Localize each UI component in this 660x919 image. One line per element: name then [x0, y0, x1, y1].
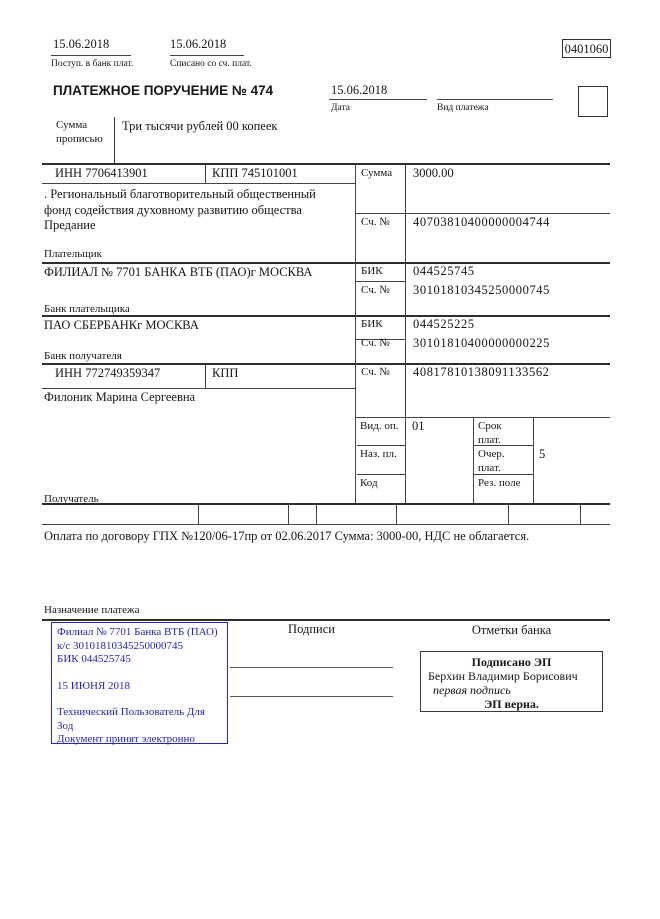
payer-bank-bik-label: БИК [361, 265, 383, 277]
payer-name: . Региональный благотворительный общественный фонд содействия духовному развитию общества Предание [44, 187, 316, 233]
reserve-label: Рез. поле [478, 477, 521, 489]
signature-line [230, 696, 393, 697]
payer-section-label: Плательщик [44, 248, 102, 260]
sum-label: Сумма [361, 167, 393, 179]
blue-stamp-line: Документ принят электронно [57, 733, 195, 745]
received-label: Поступ. в банк плат. [51, 59, 134, 69]
due-label: Срок плат. [478, 420, 502, 446]
blue-stamp-line: Технический Пользователь Для Зод [57, 706, 205, 732]
payee-bank-account-label: Сч. № [361, 337, 390, 349]
doc-date: 15.06.2018 [331, 83, 388, 97]
purpose-code-label: Наз. пл. [360, 448, 397, 460]
payer-bank-name: ФИЛИАЛ № 7701 БАНКА ВТБ (ПАО)г МОСКВА [44, 265, 313, 279]
table-line [42, 524, 610, 525]
table-line [205, 163, 206, 183]
rule-date [329, 99, 427, 100]
payee-bank-name: ПАО СБЕРБАНКг МОСКВА [44, 318, 199, 332]
form-code: 0401060 [564, 42, 609, 56]
table-line [508, 503, 509, 524]
payment-type-label: Вид платежа [437, 103, 489, 113]
stamp-signed-label: Подписано ЭП [471, 655, 552, 669]
purpose-text: Оплата по договору ГПХ №120/06-17пр от 02.06.2017 Сумма: 3000-00, НДС не облагается. [44, 529, 530, 543]
payee-kpp: КПП [212, 366, 239, 380]
table-line [396, 503, 397, 524]
priority-label: Очер. плат. [478, 448, 505, 474]
payee-bank-account: 30101810400000000225 [413, 336, 550, 350]
payee-bank-bik: 044525225 [413, 317, 475, 331]
payee-bank-bik-label: БИК [361, 318, 383, 330]
amount-words-label: Сумма прописью [56, 119, 103, 145]
debited-label: Списано со сч. плат. [170, 59, 252, 69]
status-box [578, 86, 608, 117]
priority-value: 5 [539, 447, 546, 461]
stamp-valid-label: ЭП верна. [484, 697, 539, 711]
rule-debited [170, 55, 244, 56]
form-code-box [562, 39, 611, 58]
bank-blue-stamp [51, 622, 228, 744]
table-line [42, 619, 610, 621]
table-line [355, 163, 356, 503]
table-line [355, 213, 610, 214]
table-line [405, 163, 406, 503]
table-line [42, 163, 610, 165]
rule-payment-type [437, 99, 553, 100]
table-line [42, 388, 355, 389]
payee-section-label: Получатель [44, 493, 99, 505]
table-line [357, 445, 405, 446]
blue-stamp-line: БИК 044525745 [57, 653, 131, 665]
blue-stamp-line: к/с 30101810345250000745 [57, 639, 184, 652]
table-line [316, 503, 317, 524]
payer-bank-bik: 044525745 [413, 264, 475, 278]
op-type-label: Вид. оп. [360, 420, 399, 432]
payer-bank-section-label: Банк плательщика [44, 303, 130, 315]
received-date: 15.06.2018 [53, 37, 110, 51]
payer-bank-account: 30101810345250000745 [413, 283, 550, 297]
code-label: Код [360, 477, 378, 489]
divider-amount-words [114, 117, 115, 163]
payee-account-label: Сч. № [361, 366, 390, 378]
payee-bank-section-label: Банк получателя [44, 350, 122, 362]
table-line [580, 503, 581, 524]
payer-account-label: Сч. № [361, 216, 390, 228]
table-line [473, 417, 474, 503]
signed-ep-stamp [420, 651, 603, 712]
table-line [205, 363, 206, 388]
signature-line [230, 667, 393, 668]
table-line [288, 503, 289, 524]
bank-marks-title: Отметки банка [471, 623, 552, 637]
payee-inn: ИНН 772749359347 [55, 366, 161, 380]
table-line [42, 503, 610, 505]
debited-date: 15.06.2018 [170, 37, 227, 51]
payer-bank-account-label: Сч. № [361, 284, 390, 296]
date-label: Дата [331, 103, 350, 113]
stamp-signer-name: Берхин Владимир Борисович [428, 669, 578, 683]
table-line [42, 183, 355, 184]
signatures-title: Подписи [288, 622, 335, 636]
table-line [355, 417, 610, 418]
payee-name: Филоник Марина Сергеевна [44, 390, 196, 404]
purpose-label: Назначение платежа [44, 604, 140, 616]
table-line [357, 474, 405, 475]
table-line [198, 503, 199, 524]
stamp-signature-kind: первая подпись [433, 683, 511, 697]
table-line [355, 281, 405, 282]
payer-account: 40703810400000004744 [413, 215, 550, 229]
doc-title: ПЛАТЕЖНОЕ ПОРУЧЕНИЕ № 474 [53, 83, 274, 98]
table-line [42, 262, 610, 264]
rule-received [51, 55, 131, 56]
sum-value: 3000.00 [413, 166, 454, 180]
payer-kpp: КПП 745101001 [212, 166, 298, 180]
amount-words-value: Три тысячи рублей 00 копеек [122, 119, 278, 133]
payee-account: 40817810138091133562 [413, 365, 550, 379]
blue-stamp-line: Филиал № 7701 Банка ВТБ (ПАО) [57, 626, 218, 638]
table-line [533, 417, 534, 503]
blue-stamp-line: 15 ИЮНЯ 2018 [57, 679, 131, 692]
op-type-value: 01 [412, 419, 425, 433]
payer-inn: ИНН 7706413901 [55, 166, 148, 180]
